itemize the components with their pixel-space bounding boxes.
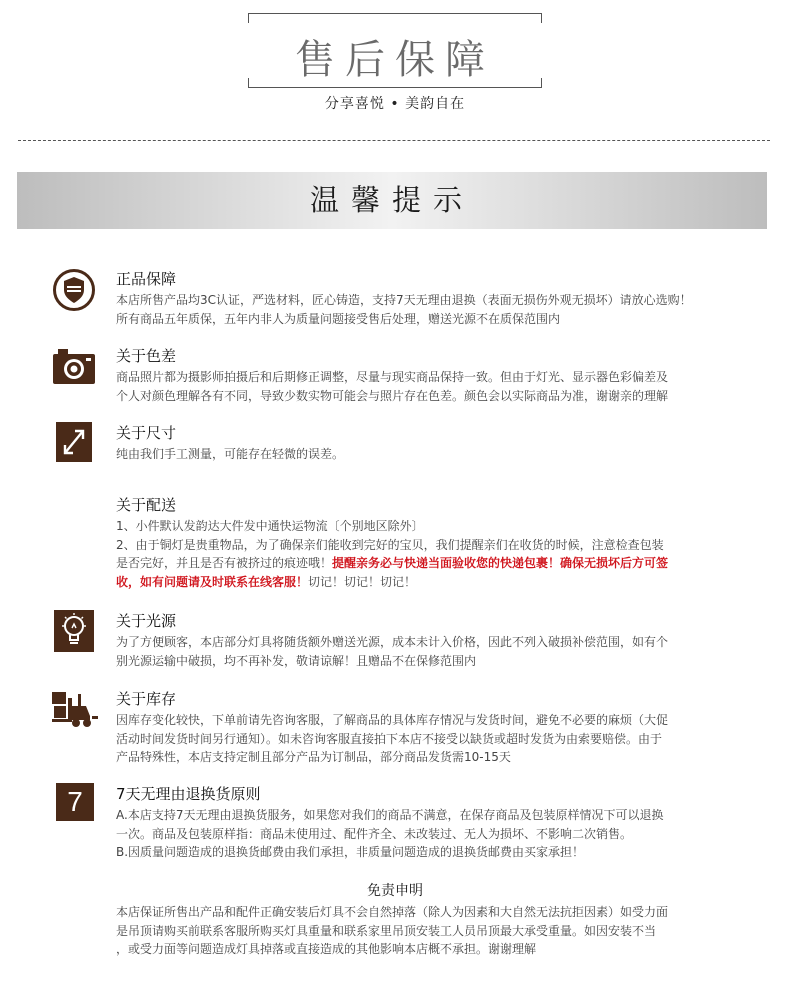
- disclaimer-line: 是吊顶请购买前联系客服所购买灯具重量和联系家里吊顶安装工人员吊顶最大承受重量。如因安装不当: [116, 923, 657, 938]
- banner-title: 温馨提示: [309, 183, 474, 217]
- light-bulb-icon: [54, 610, 94, 652]
- delivery-warning: 提醒亲务必与快递当面验收您的快递包裹！确保无损坏后方可签: [332, 556, 669, 570]
- section-line: B.因质量问题造成的退换货邮费由我们承担，非质量问题造成的退换货邮费由买家承担！: [116, 845, 585, 859]
- section-line: 商品照片都为摄影师拍摄后和后期修正调整，尽量与现实商品保持一致。但由于灯光、显示器色彩偏差及: [116, 370, 669, 384]
- disclaimer-title: 免责申明: [367, 883, 423, 899]
- section-line: 产品特殊性，本店支持定制且部分产品为订制品，部分商品发货需10-15天: [116, 750, 511, 764]
- camera-icon: [52, 345, 96, 389]
- delivery-warning: 收，如有问题请及时联系在线客服！: [116, 574, 309, 589]
- number-seven-icon: 7: [56, 783, 94, 821]
- section-line: 一次。商品及包装原样指：商品未使用过、配件齐全、未改装过、无人为损坏、不影响二次销售。: [116, 826, 633, 841]
- section-line: 1、小件默认发韵达大件发中通快运物流〔个别地区除外〕: [116, 519, 424, 533]
- section-line: [116, 554, 732, 573]
- section-light: [52, 610, 732, 670]
- section-line: 为了方便顾客，本店部分灯具将随货额外赠送光源，成本未计入价格，因此不列入破损补偿范围，如有个: [116, 635, 669, 649]
- page-title: 售后保障: [295, 37, 495, 83]
- section-size: [52, 422, 732, 472]
- disclaimer-line: ，或受力面等问题造成灯具掉落或直接造成的其他影响本店概不承担。谢谢理解: [116, 942, 537, 956]
- section-return: [52, 783, 732, 863]
- section-body: [116, 711, 732, 767]
- section-title: 7天无理由退换货原则: [116, 785, 261, 803]
- section-body: [116, 517, 732, 591]
- disclaimer-body: [116, 903, 736, 959]
- section-line: 因库存变化较快，下单前请先咨询客服，了解商品的具体库存情况与发货时间，避免不必要的麻烦（大促: [116, 713, 669, 727]
- delivery-note: 切记！切记！切记！: [308, 574, 417, 589]
- forklift-icon: [52, 688, 100, 728]
- section-line: A.本店支持7天无理由退换货服务，如果您对我们的商品不满意，在保存商品及包装原样情况下可以退换: [116, 808, 664, 822]
- section-line: 所有商品五年质保，五年内非人为质量问题接受售后处理，赠送光源不在质保范围内: [116, 311, 561, 326]
- section-body: [116, 806, 732, 862]
- section-line: 纯由我们手工测量，可能存在轻微的误差。: [116, 447, 345, 461]
- section-delivery: [52, 494, 732, 594]
- resize-arrow-icon: [56, 422, 92, 462]
- section-title: 关于色差: [116, 347, 177, 365]
- section-line: 本店所售产品均3C认证，严选材料，匠心铸造，支持7天无理由退换（表面无损伤外观无损坏）请放心选购！: [116, 293, 692, 307]
- section-body: [116, 633, 732, 670]
- section-body: [116, 445, 732, 464]
- delivery-note: 是否完好，并且是否有被挤过的痕迹哦！: [116, 556, 333, 570]
- shield-icon: [52, 268, 96, 312]
- section-title: 关于库存: [116, 690, 177, 708]
- section-title: 关于配送: [116, 496, 177, 514]
- section-authentic: [52, 268, 732, 328]
- section-title: 正品保障: [116, 270, 177, 288]
- page-subtitle: 分享喜悦 • 美韵自在: [324, 96, 466, 112]
- section-stock: [52, 688, 732, 768]
- section-color: [52, 345, 732, 405]
- section-body: [116, 368, 732, 405]
- section-line: 别光源运输中破损，均不再补发，敬请谅解！且赠品不在保修范围内: [116, 653, 477, 668]
- section-line: 活动时间发货时间另行通知）。如未咨询客服直接拍下本店不接受以缺货或超时发货为由索要赔偿。由于: [116, 731, 663, 746]
- section-title: 关于光源: [116, 612, 177, 630]
- section-line: 2、由于铜灯是贵重物品，为了确保亲们能收到完好的宝贝，我们提醒亲们在收货的时候，注意检查包装: [116, 537, 664, 552]
- disclaimer-line: 本店保证所售出产品和配件正确安装后灯具不会自然掉落（除人为因素和大自然无法抗拒因素）如受力面: [116, 905, 669, 919]
- tips-banner: [17, 172, 767, 229]
- section-line: 个人对颜色理解各有不同，导致少数实物可能会与照片存在色差。颜色会以实际商品为准，谢谢亲的理解: [116, 388, 669, 403]
- divider: [18, 140, 770, 141]
- section-title: 关于尺寸: [116, 424, 177, 442]
- section-line: [116, 573, 732, 592]
- section-body: [116, 291, 732, 328]
